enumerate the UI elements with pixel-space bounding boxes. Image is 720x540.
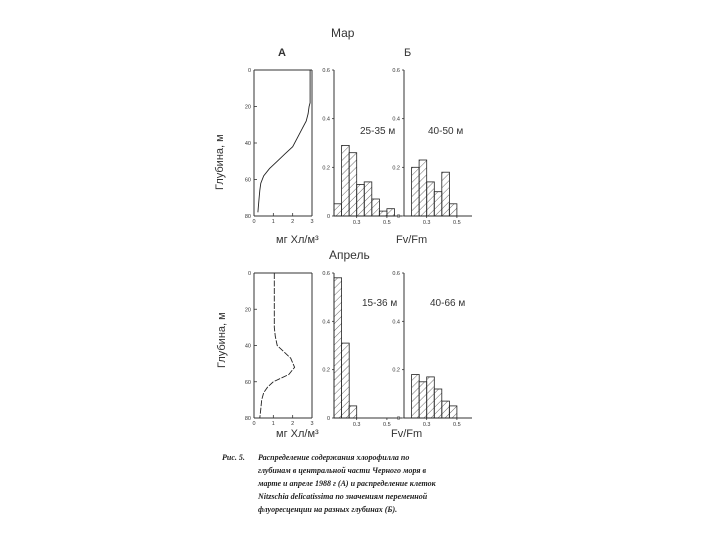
histogram-bar (419, 160, 427, 216)
histogram-bar (427, 377, 435, 418)
chlorophyll-profile-line (258, 70, 310, 212)
histogram-bar (334, 278, 342, 418)
y-tick-label: 0.6 (392, 68, 400, 74)
y-tick-label: 0.2 (322, 367, 330, 374)
caption-line: Распределение содержания хлорофилла по (258, 453, 410, 462)
histogram-bar (364, 182, 372, 216)
histogram-bar (449, 406, 457, 418)
x-tick-label: 0 (252, 421, 256, 427)
x-tick-label: 0.3 (422, 422, 431, 428)
y-tick-label: 0.6 (392, 271, 400, 277)
x-tick-label: 0 (252, 219, 256, 225)
x-tick-label: 0.3 (352, 220, 361, 226)
y-tick-label: 80 (244, 416, 251, 422)
histogram-bar (434, 389, 442, 418)
y-tick-label: 0 (247, 68, 251, 74)
ylabel-depth-bottom: Глубина, м (216, 312, 228, 368)
depth-range-annotation: 40-66 м (430, 298, 466, 309)
month-label-april: Апрель (329, 248, 370, 262)
caption-line: марте и апреле 1988 г (А) и распределение клеток (258, 479, 436, 488)
y-tick-label: 0 (396, 214, 400, 220)
histogram-bar (419, 382, 427, 418)
y-tick-label: 40 (244, 141, 251, 147)
y-tick-label: 60 (244, 177, 251, 184)
y-tick-label: 0 (247, 271, 251, 277)
y-tick-label: 0.4 (392, 116, 400, 123)
histogram-bar (442, 172, 450, 216)
x-tick-label: 2 (291, 219, 295, 225)
histogram-bar (349, 153, 357, 216)
depth-range-annotation: 15-36 м (362, 298, 398, 309)
x-tick-label: 0.3 (422, 220, 431, 226)
y-tick-label: 0 (326, 416, 330, 422)
y-tick-label: 0.2 (392, 165, 400, 172)
y-tick-label: 0.2 (392, 367, 400, 374)
y-tick-label: 60 (244, 379, 251, 386)
histogram-bar (372, 199, 380, 216)
month-label-march: Мар (331, 26, 355, 40)
x-tick-label: 1 (271, 219, 275, 225)
histogram-bar (342, 343, 350, 418)
x-tick-label: 0.5 (383, 422, 391, 428)
y-tick-label: 0.6 (322, 68, 330, 74)
y-tick-label: 20 (244, 307, 251, 314)
histogram-bar (449, 204, 457, 216)
x-tick-label: 3 (310, 219, 314, 225)
y-tick-label: 0.4 (392, 319, 400, 326)
x-tick-label: 2 (291, 421, 295, 427)
x-tick-label: 3 (310, 421, 314, 427)
caption-line: глубинам в центральной части Черного моря в (258, 466, 427, 475)
y-tick-label: 0.6 (322, 271, 330, 277)
y-tick-label: 0 (396, 416, 400, 422)
histogram-bar (357, 184, 365, 216)
x-tick-label: 0.5 (453, 422, 461, 428)
xlabel-chl-top: мг Хл/м³ (276, 234, 319, 246)
caption-body (258, 451, 518, 516)
caption-line: флуоресценции на разных глубинах (Б). (258, 505, 398, 514)
caption-line: Nitzschia delicatissima по значениям переменной (258, 492, 428, 501)
y-tick-label: 0.2 (322, 165, 330, 172)
y-tick-label: 0.4 (322, 116, 330, 123)
histogram-bar (427, 182, 435, 216)
panel-label-b: Б (404, 47, 412, 59)
xlabel-fvfm-top: Fv/Fm (396, 234, 428, 246)
depth-range-annotation: 40-50 м (428, 126, 464, 137)
histogram-bar (442, 401, 450, 418)
y-tick-label: 80 (244, 214, 251, 220)
caption-head: Рис. 5. (222, 453, 245, 462)
y-tick-label: 0.4 (322, 319, 330, 326)
y-tick-label: 40 (244, 343, 251, 350)
x-tick-label: 0.3 (352, 422, 361, 428)
histogram-bar (334, 204, 342, 216)
histogram-bar (434, 192, 442, 216)
x-tick-label: 0.5 (453, 220, 461, 226)
x-tick-label: 1 (271, 421, 275, 427)
histogram-bar (412, 167, 420, 216)
y-tick-label: 20 (244, 104, 251, 111)
histogram-bar (379, 211, 387, 216)
xlabel-fvfm-bottom: Fv/Fm (391, 428, 423, 440)
histogram-bar (387, 209, 395, 216)
xlabel-chl-bottom: мг Хл/м³ (276, 428, 319, 440)
panel-label-a: А (278, 47, 286, 59)
histogram-bar (349, 406, 357, 418)
histogram-bar (412, 375, 420, 419)
x-tick-label: 0.5 (383, 220, 391, 226)
depth-range-annotation: 25-35 м (360, 126, 396, 137)
y-tick-label: 0 (326, 214, 330, 220)
chlorophyll-profile-line (260, 273, 295, 418)
ylabel-depth-top: Глубина, м (214, 134, 226, 190)
histogram-bar (342, 145, 350, 216)
